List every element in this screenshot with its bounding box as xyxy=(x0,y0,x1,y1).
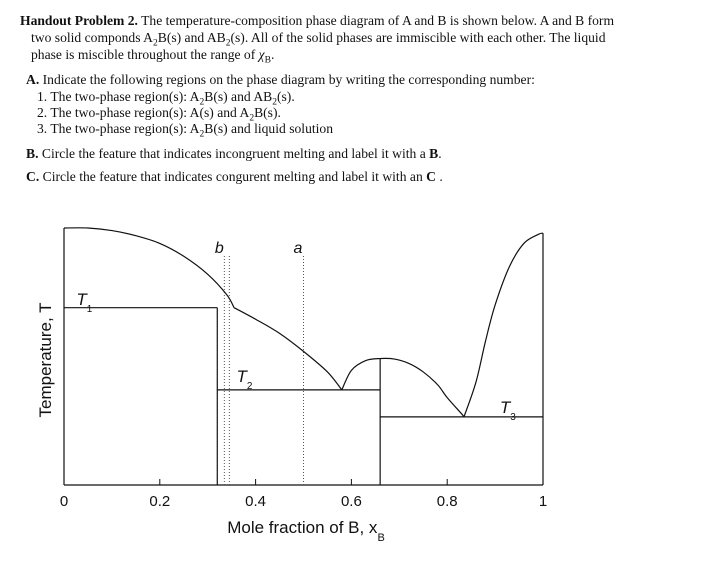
marker-label-b: b xyxy=(214,240,224,257)
liquidus-peritectic xyxy=(234,308,342,393)
compound-dome xyxy=(342,358,464,417)
header-line-3: phase is miscible throughout the range of $\chi_B$. xyxy=(31,47,275,66)
header-line-2: two solid componds $A_2B(s)$ and $AB_2(s)$. All of the solid phases are immiscible with each other. The liquid xyxy=(31,30,606,49)
problem-label: Handout Problem 2. xyxy=(20,13,138,28)
temp-label-T3: $T_3$ xyxy=(499,397,516,423)
part-b-prompt: B. Circle the feature that indicates incongruent melting and label it with a B. xyxy=(26,146,442,161)
liquidus-B xyxy=(464,233,543,417)
part-a-item-3: 3. The two-phase region(s): $A_2B(s)$ and liquid solution xyxy=(37,121,334,140)
part-a-item-1: 1. The two-phase region(s): $A_2B(s)$ and $AB_2(s)$. xyxy=(37,89,295,108)
y-axis-label: Temperature, T xyxy=(36,302,55,418)
x-tick-label: 0.4 xyxy=(245,493,267,510)
part-a-item-2: 2. The two-phase region(s): A(s) and $A_2B(s)$. xyxy=(37,105,281,124)
temp-label-T1: $T_1$ xyxy=(76,289,93,315)
problem-intro: The temperature-composition phase diagram of A and B is shown below. A and B form xyxy=(141,13,615,28)
x-tick-label: 0.8 xyxy=(436,493,458,510)
x-tick-label: 0.2 xyxy=(149,493,171,510)
x-axis-label: Mole fraction of B, $x_B$ xyxy=(227,518,385,544)
x-tick-label: 0.6 xyxy=(340,493,362,510)
temp-label-T2: $T_2$ xyxy=(236,367,253,393)
x-tick-label: 1 xyxy=(538,493,548,510)
part-c-prompt: C. Circle the feature that indicates congurent melting and label it with an C . xyxy=(26,169,443,184)
liquidus-A xyxy=(64,228,234,308)
x-tick-label: 0 xyxy=(59,493,69,510)
part-a-prompt: A. Indicate the following regions on the phase diagram by writing the corresponding number: xyxy=(26,72,535,87)
marker-label-a: a xyxy=(293,240,303,257)
